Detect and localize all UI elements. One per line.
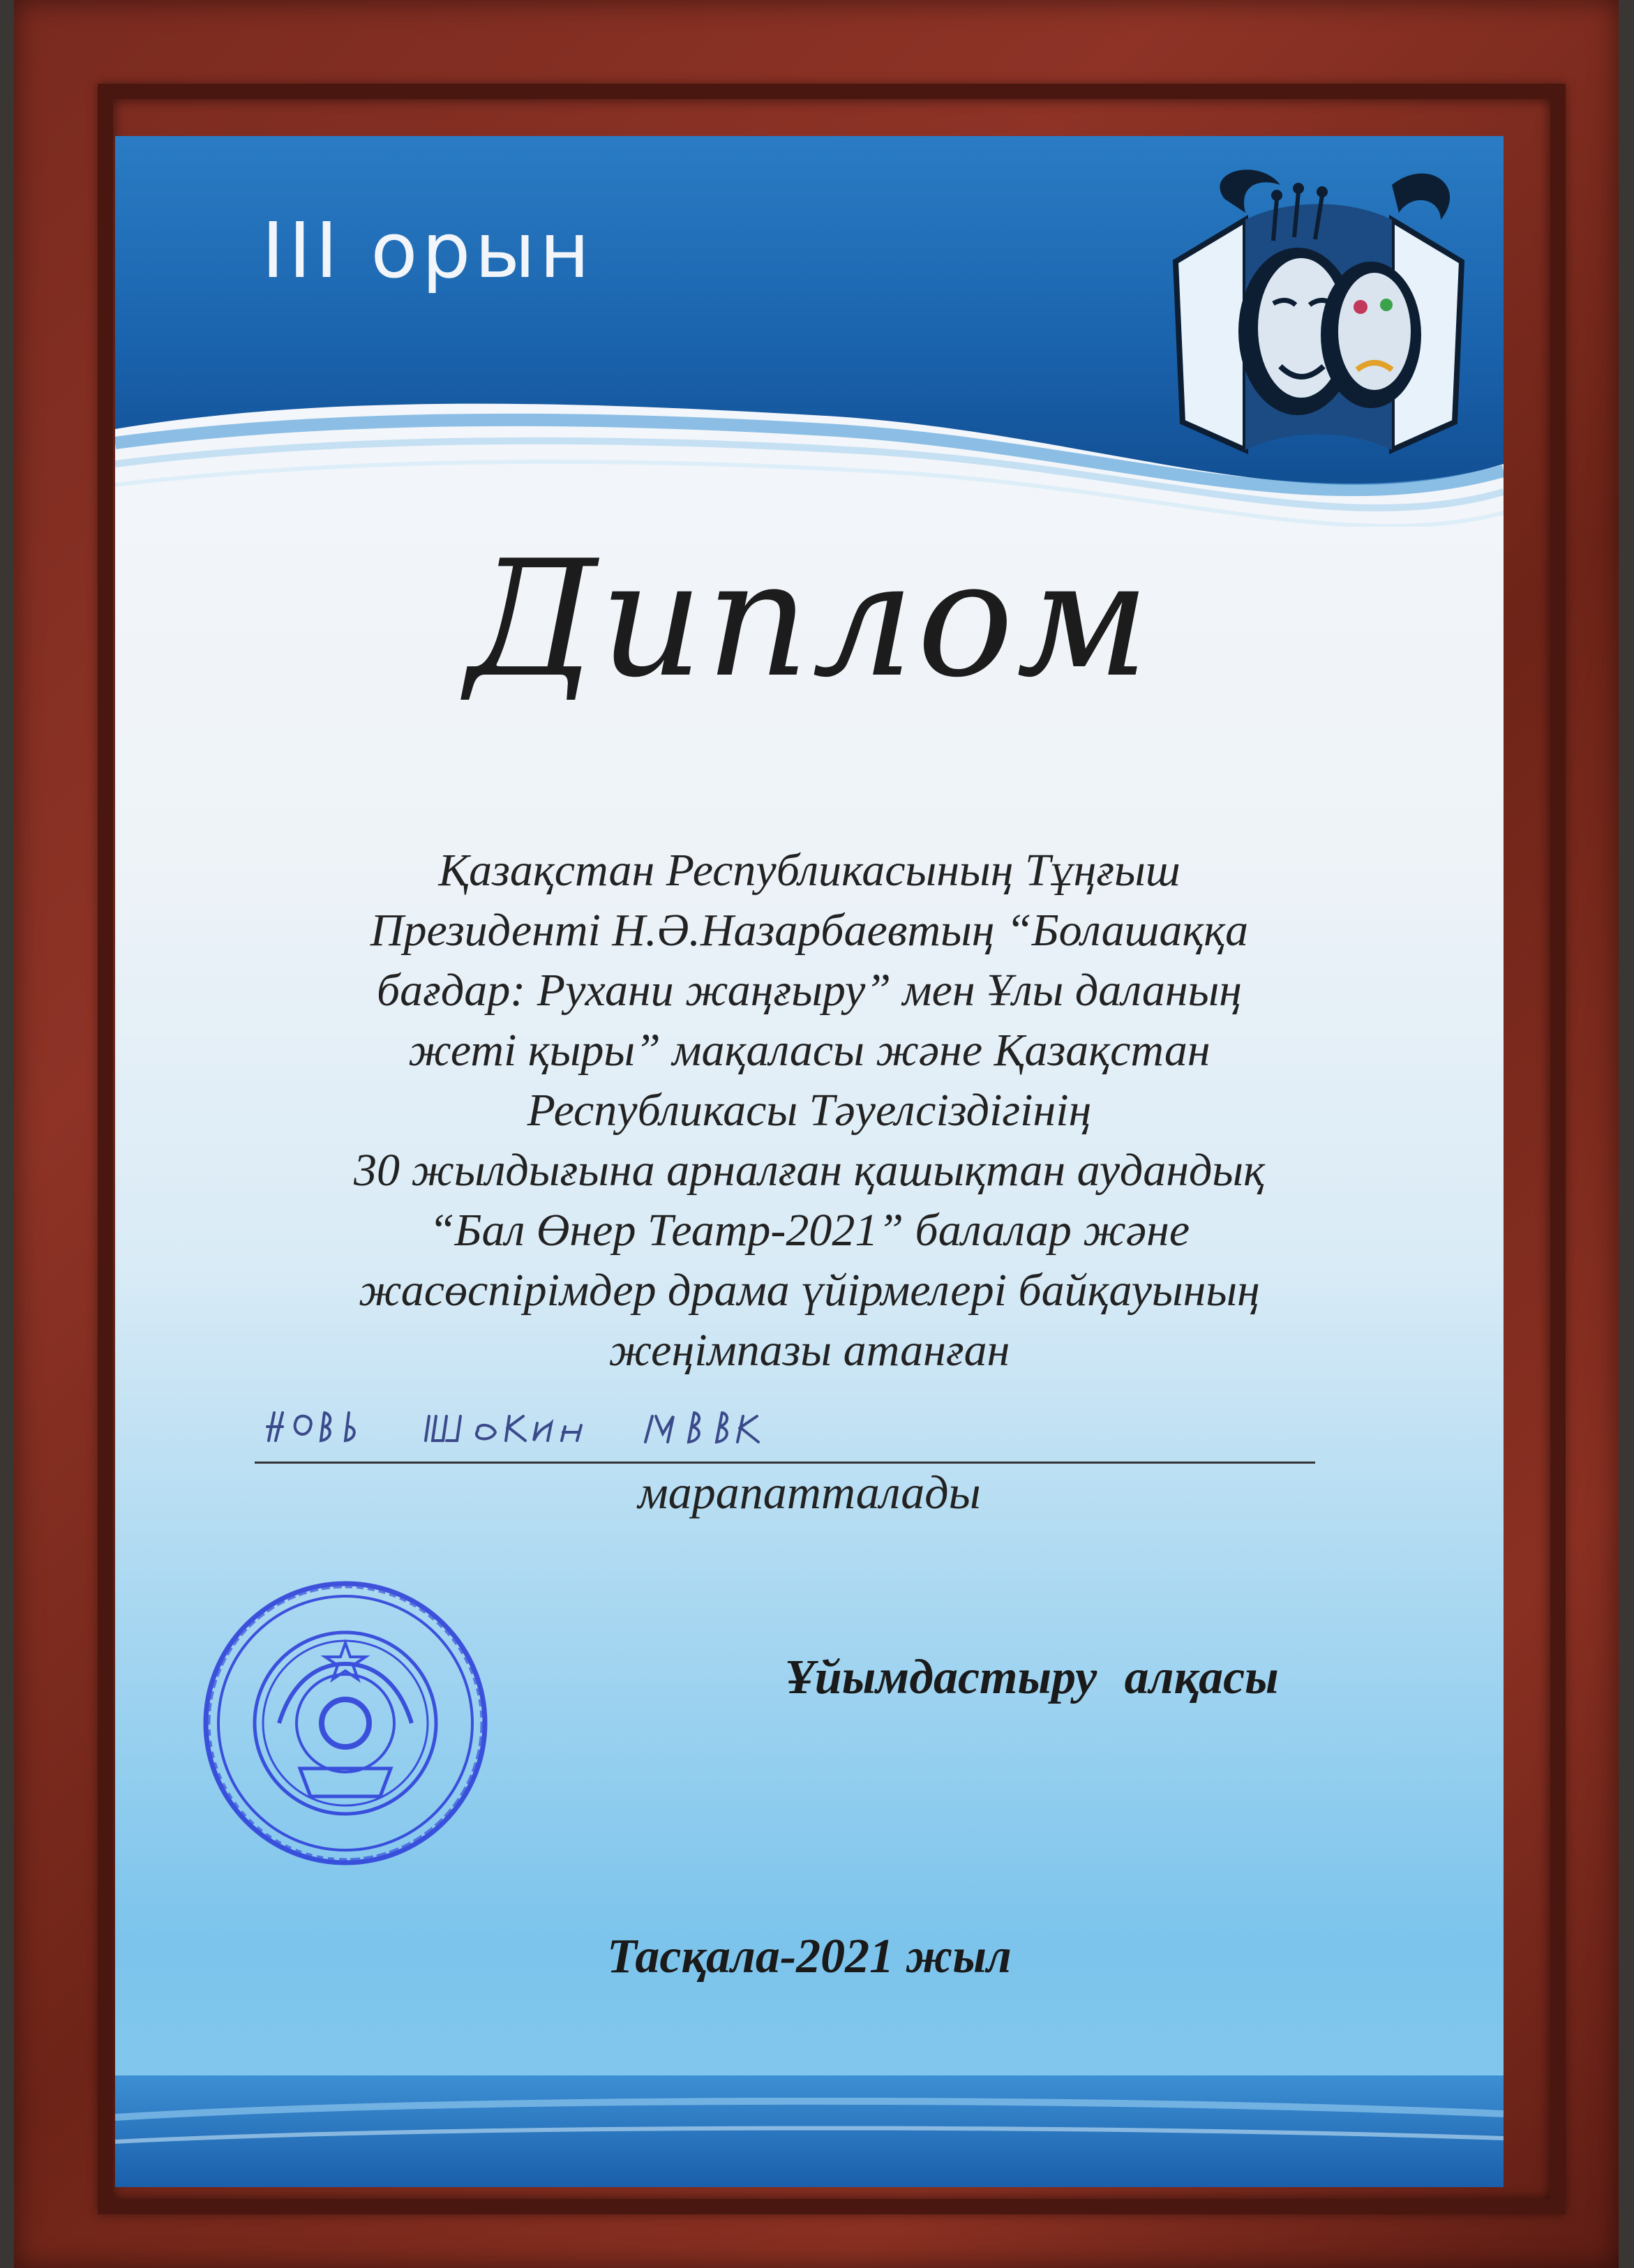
citation-line: бағдар: Рухани жаңғыру” мен Ұлы даланың (376, 965, 1243, 1016)
theatre-masks-logo (1162, 157, 1476, 485)
citation-text (213, 841, 1406, 1381)
official-stamp (195, 1573, 495, 1873)
diploma-title: Диплом (466, 527, 1153, 713)
handwritten-recipient (255, 1385, 883, 1462)
citation-line: “Бал Өнер Театр-2021” балалар және (428, 1205, 1190, 1256)
place-year: Тасқала-2021 жыл (607, 1930, 1012, 1983)
organizer-label: Ұйымдастыру алқасы (785, 1651, 1279, 1704)
citation-line: жеңімпазы атанған (608, 1325, 1010, 1376)
citation-line: Президенті Н.Ә.Назарбаевтың “Болашаққа (370, 905, 1249, 956)
recipient-line (255, 1385, 1315, 1464)
diploma-paper (115, 136, 1504, 2187)
bottom-wave-band (115, 2075, 1504, 2187)
citation-line: Республикасы Тәуелсіздігінің (527, 1085, 1092, 1136)
citation-line: жасөспірімдер драма үйірмелері байқауының (359, 1265, 1260, 1316)
citation-line: жеті қыры” мақаласы және Қазақстан (408, 1025, 1210, 1076)
awarded-label: марапатталады (638, 1466, 981, 1519)
citation-line: Қазақстан Республикасының Тұңғыш (438, 845, 1180, 896)
citation-line: 30 жылдығына арналған қашықтан аудандық (354, 1145, 1265, 1196)
place-label: III орын (262, 206, 594, 295)
